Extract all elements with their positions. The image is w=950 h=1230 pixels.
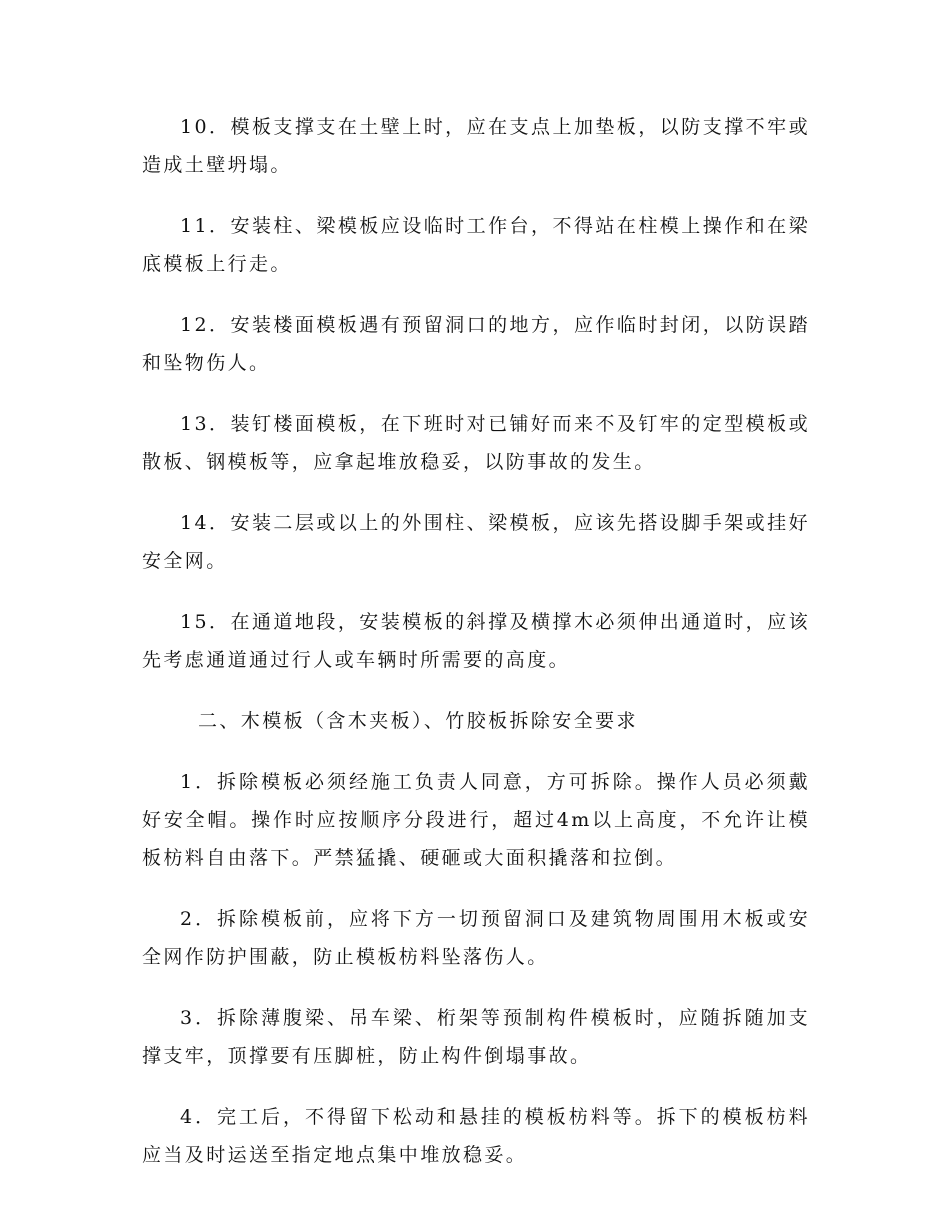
paragraph-item-11: 11．安装柱、梁模板应设临时工作台，不得站在柱模上操作和在梁底模板上行走。 (142, 215, 810, 275)
paragraph-removal-1: 1．拆除模板必须经施工负责人同意，方可拆除。操作人员必须戴好安全帽。操作时应按顺序分段进行，超过4m以上高度，不允许让模板枋料自由落下。严禁猛撬、硬砸或大面积撬落和拉倒。 (142, 771, 810, 869)
paragraph-removal-3: 3．拆除薄腹梁、吊车梁、桁架等预制构件模板时，应随拆随加支撑支牢，顶撑要有压脚桩，防止构件倒塌事故。 (142, 1007, 810, 1067)
section-heading: 二、木模板（含木夹板）、竹胶板拆除安全要求 (198, 710, 638, 732)
paragraph-item-13: 13．装钉楼面模板，在下班时对已铺好而来不及钉牢的定型模板或散板、钢模板等，应拿起堆放稳妥，以防事故的发生。 (142, 413, 810, 473)
paragraph-item-15: 15．在通道地段，安装模板的斜撑及横撑木必须伸出通道时，应该先考虑通道通过行人或车辆时所需要的高度。 (142, 611, 810, 671)
paragraph-item-14: 14．安装二层或以上的外围柱、梁模板，应该先搭设脚手架或挂好安全网。 (142, 512, 810, 572)
document-page (142, 108, 810, 1197)
paragraph-item-10: 10．模板支撑支在土壁上时，应在支点上加垫板，以防支撑不牢或造成土壁坍塌。 (142, 116, 810, 176)
paragraph-item-12: 12．安装楼面模板遇有预留洞口的地方，应作临时封闭，以防误踏和坠物伤人。 (142, 314, 810, 374)
paragraph-removal-4: 4．完工后，不得留下松动和悬挂的模板枋料等。拆下的模板枋料应当及时运送至指定地点集中堆放稳妥。 (142, 1106, 810, 1166)
paragraph-removal-2: 2．拆除模板前，应将下方一切预留洞口及建筑物周围用木板或安全网作防护围蔽，防止模板枋料坠落伤人。 (142, 908, 810, 968)
